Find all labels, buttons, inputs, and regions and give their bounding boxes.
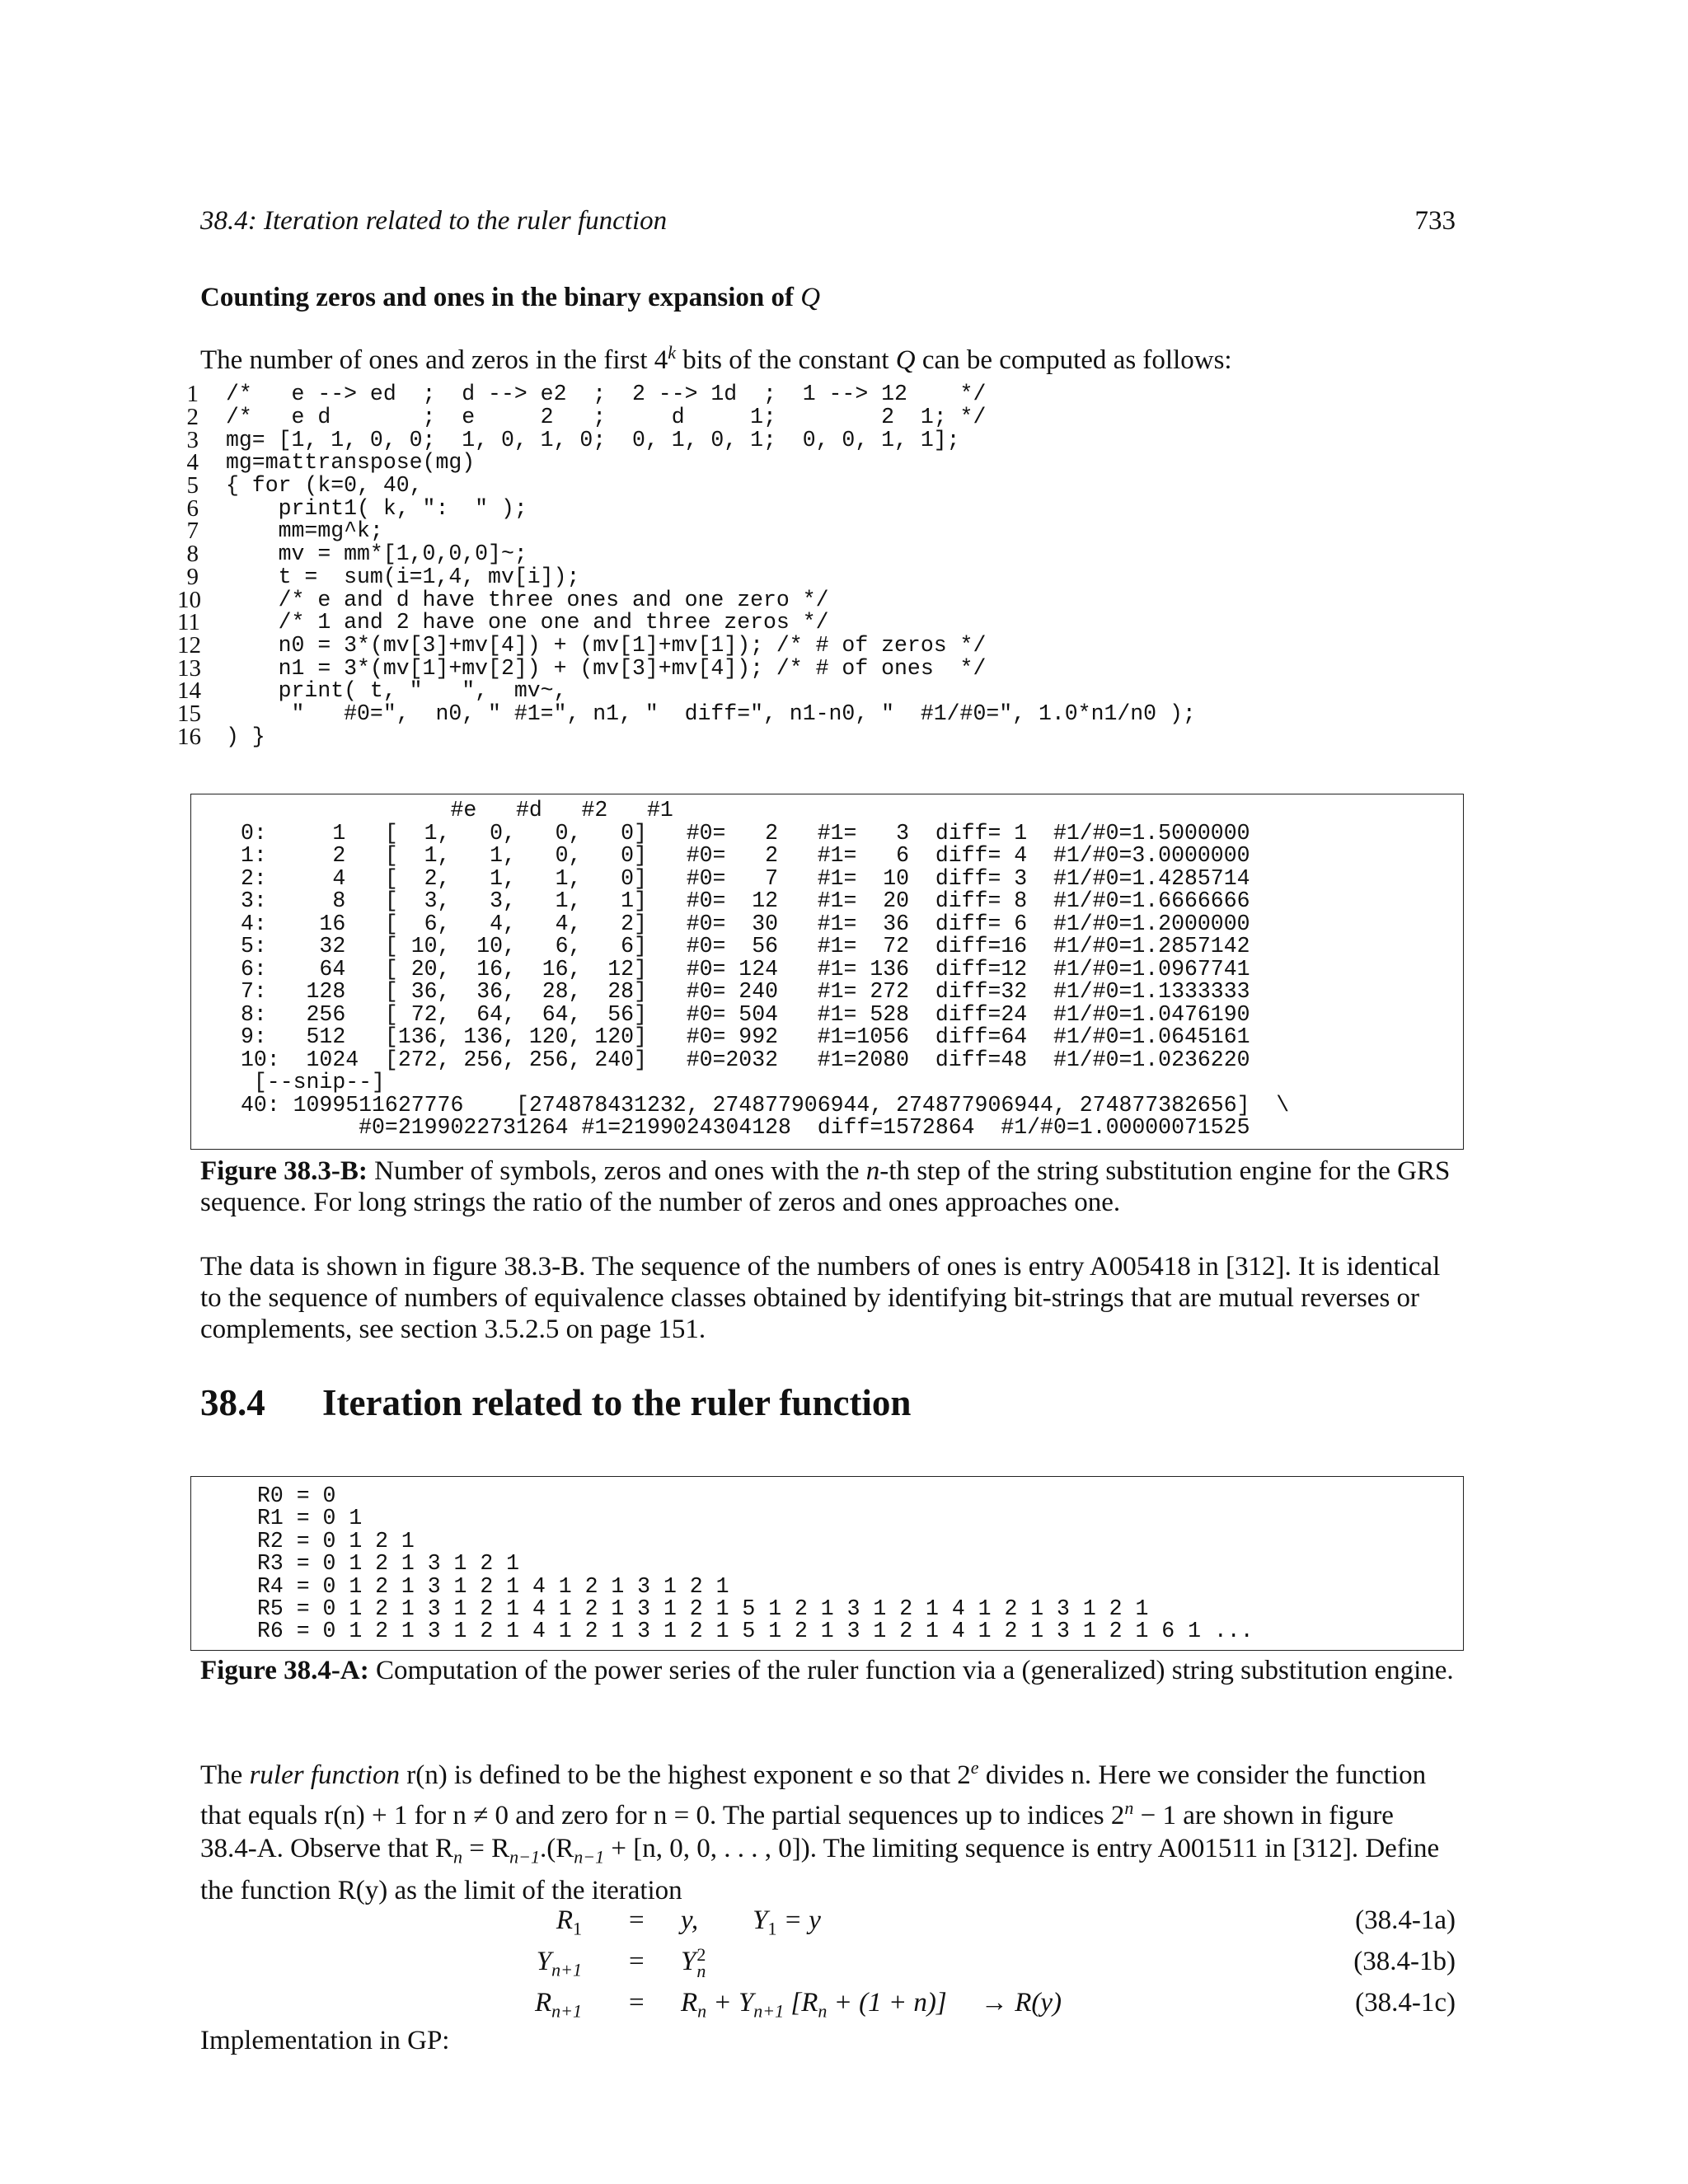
section-number: 38.4 — [200, 1382, 265, 1423]
eq3-rel: = — [629, 1988, 645, 2018]
eq1-rhs-tail: = y — [776, 1905, 821, 1935]
eq1-rhs-sub: 1 — [767, 1918, 777, 1939]
line-number: 6 — [186, 494, 199, 522]
code-text: mg= [1, 1, 0, 0; 1, 0, 1, 0; 0, 1, 0, 1; 0, 0, 1, 1]; — [226, 427, 960, 452]
eq3-lhs: R — [534, 1988, 552, 2018]
subsection-heading-text: Counting zeros and ones in the binary expansion of — [200, 283, 801, 312]
caption-var: n — [865, 1156, 880, 1186]
intro-text-3: can be computed as follows: — [915, 345, 1232, 375]
eq3-rhs-sub: n — [697, 2000, 707, 2022]
code-line — [177, 426, 1496, 453]
code-text: t = sum(i=1,4, mv[i]); — [226, 564, 580, 589]
intro-text-1: The number of ones and zeros in the first 4 — [200, 345, 668, 375]
code-text: /* e d ; e 2 ; d 1; 2 1; */ — [226, 405, 987, 430]
code-line — [177, 609, 1496, 636]
code-line — [177, 449, 1496, 476]
para3-sub-nm1-b: n−1 — [574, 1846, 605, 1868]
eq2-lhs: Y — [536, 1947, 552, 1976]
eq1-rhs: y, Y — [681, 1905, 768, 1935]
section-heading — [200, 1381, 911, 1424]
eq2-rhs-sub: n — [696, 1961, 706, 1982]
code-line — [177, 654, 1496, 682]
code-line — [177, 472, 1496, 499]
code-line — [177, 383, 1496, 406]
code-text: print1( k, ": " ); — [226, 495, 528, 521]
line-number: 7 — [186, 518, 199, 545]
line-number: 9 — [186, 563, 199, 590]
output-box-grs — [190, 794, 1464, 1150]
para3-text-3: divides n. Here we consider the function that equals r(n) + 1 for n ≠ 0 and zero for n = 0. The partial sequences up to indices 2 — [200, 1760, 1427, 1830]
code-line — [177, 631, 1496, 658]
eq1-lhs-sub: 1 — [573, 1918, 582, 1939]
intro-paragraph — [200, 334, 1456, 379]
subsection-heading-var: Q — [800, 283, 821, 312]
eq2-lhs-sub: n+1 — [551, 1959, 582, 1980]
para3-sup-n: n — [1124, 1797, 1134, 1818]
eq3-rhs: R — [681, 1988, 698, 2018]
output-text-grs: #e #d #2 #1 0: 1 [ 1, 0, 0, 0] #0= 2 #1= 3 diff= 1 #1/#0=1.5000000 1: 2 [ 1, 1, 0, 0] #0= 2 #1= 6 diff= 4 #1/#0=3.0000000 2: 4 [ 2, 1, 1, 0] #0= 7 #1= 10 diff= 3 #1/#0=1.4285714 3: 8 [ 3, 3, 1, 1] #0= 12 #1= 20 diff= 8 #1/#0=1.6666666 4: 16 [ 6, 4, 4, 2] #0= 30 #1= 36 diff= 6 #1/#0=1.2000000 5: 32 [ 10, 10, 6, 6] #0= 56 #1= 72 diff=16 #1/#0=1.2857142 6: 64 [ 20, 16, 16, 12] #0= 124 #1= 136 diff=12 #1/#0=1.0967741 7: 128 [ 36, 36, 28, 28] #0= 240 #1= 272 diff=32 #1/#0=1.1333333 8: 256 [ 72, 64, 64, 56] #0= 504 #1= 528 diff=24 #1/#0=1.0476190 9: 512 [136, 136, 120, 120] #0= 992 #1=1056 diff=64 #1/#0=1.0645161 10: 1024 [272, 256, 256, 240] #0=2032 #1=2080 diff=48 #1/#0=1.0236220 [--snip--] 40: 1099511627776 [274878431232, 274877906944, 274877906944, 274877382656] \ #0=2199022731264 #1=2199024304128 diff=1572864 #1/#0=1.00000071525 — [241, 798, 1290, 1140]
code-listing — [177, 383, 1496, 748]
caption-text-a: Number of symbols, zeros and ones with the — [367, 1156, 866, 1186]
intro-sup: k — [668, 342, 677, 363]
figure-caption-38-4-a — [200, 1655, 1456, 1686]
para3-text-5: = R — [462, 1834, 510, 1863]
code-line — [177, 543, 1496, 566]
running-head-title: 38.4: Iteration related to the ruler function — [200, 206, 668, 236]
code-text: " #0=", n0, " #1=", n1, " diff=", n1-n0, " #1/#0=", 1.0*n1/n0 ); — [226, 701, 1196, 726]
output-box-ruler — [190, 1476, 1464, 1651]
eq3-rhs-end: + (1 + n)] → R(y) — [827, 1988, 1062, 2018]
line-number: 3 — [186, 426, 199, 453]
equation-38-4-1b — [200, 1944, 1456, 1988]
code-text: ) } — [226, 724, 265, 749]
code-text: mv = mm*[1,0,0,0]~; — [226, 541, 528, 567]
eq3-rhs-mid: + Y — [706, 1988, 754, 2018]
code-line — [177, 563, 1496, 590]
eq3-tag: (38.4-1c) — [1355, 1988, 1456, 2018]
code-text: mm=mg^k; — [226, 518, 383, 544]
intro-text-2: bits of the constant — [676, 345, 896, 375]
code-text: n1 = 3*(mv[1]+mv[2]) + (mv[3]+mv[4]); /* # of ones */ — [226, 655, 987, 681]
eq2-rhs-sup: 2 — [696, 1944, 706, 1966]
implementation-label: Implementation in GP: — [200, 2026, 450, 2055]
paragraph-data-shown: The data is shown in figure 38.3-B. The sequence of the numbers of ones is entry A005418 in [312]. It is identical to the sequence of numbers of equivalence classes obtained by identifying bit-strings that are mutual reverses or complements, see section 3.5.2.5 on page 151. — [200, 1252, 1441, 1344]
eq1-tag: (38.4-1a) — [1355, 1905, 1456, 1935]
eq2-rhs: Y — [681, 1947, 696, 1976]
code-text: /* e and d have three ones and one zero */ — [226, 587, 829, 612]
line-number: 8 — [186, 541, 199, 568]
para3-text-7: + [n, 0, 0, . . . , 0]). The limiting sequence is entry A001511 in [312]. Define the function R(y) as the limit of the iteration — [200, 1834, 1440, 1905]
subsection-heading — [200, 283, 820, 313]
eq2-tag: (38.4-1b) — [1353, 1947, 1456, 1976]
line-number: 15 — [177, 700, 201, 727]
para3-sup-e: e — [970, 1757, 979, 1778]
code-text: { for (k=0, 40, — [226, 473, 423, 499]
para3-text-1: The — [200, 1760, 250, 1790]
para3-text-6: .(R — [540, 1834, 574, 1863]
line-number: 1 — [186, 381, 199, 408]
running-head — [200, 206, 1456, 244]
line-number: 13 — [177, 654, 201, 682]
code-line — [177, 588, 1496, 612]
intro-var: Q — [895, 345, 916, 375]
equation-38-4-1a — [200, 1905, 1456, 1947]
eq1-lhs: R — [556, 1905, 573, 1935]
line-number: 11 — [177, 609, 200, 636]
code-text: /* 1 and 2 have one one and three zeros */ — [226, 610, 829, 635]
line-number: 10 — [177, 586, 201, 613]
line-number: 5 — [186, 472, 199, 499]
code-line — [177, 677, 1496, 705]
code-line — [177, 520, 1496, 543]
section-title: Iteration related to the ruler function — [322, 1382, 912, 1423]
eq1-rel: = — [629, 1905, 645, 1935]
eq3-rhs-sub2: n+1 — [753, 2000, 785, 2022]
caption-text-b: -th step of the string substitution engine for the GRS sequence. For long strings the ratio of the number of zeros and ones approaches one. — [200, 1156, 1451, 1217]
para3-term: ruler function — [249, 1760, 400, 1790]
equation-38-4-1c — [200, 1988, 1456, 2029]
line-number: 16 — [177, 723, 201, 750]
eq3-rhs-tail: [R — [784, 1988, 818, 2018]
output-text-ruler: R0 = 0 R1 = 0 1 R2 = 0 1 2 1 R3 = 0 1 2 1 3 1 2 1 R4 = 0 1 2 1 3 1 2 1 4 1 2 1 3 1 2 1 R5 = 0 1 2 1 3 1 2 1 4 1 2 1 3 1 2 1 5 1 2 1 3 1 2 1 4 1 2 1 3 1 2 1 R6 = 0 1 2 1 3 1 2 1 4 1 2 1 3 1 2 1 5 1 2 1 3 1 2 1 4 1 2 1 3 1 2 1 6 1 ... — [257, 1483, 1254, 1644]
page-number: 733 — [1414, 206, 1456, 236]
eq3-rhs-sub3: n — [818, 2000, 828, 2022]
para3-sub-n: n — [453, 1846, 463, 1868]
code-line — [177, 494, 1496, 522]
code-line — [177, 700, 1496, 727]
code-text: mg=mattranspose(mg) — [226, 450, 476, 476]
para3-text-2: r(n) is defined to be the highest exponent e so that 2 — [399, 1760, 971, 1790]
line-number: 14 — [177, 677, 201, 705]
line-number: 4 — [186, 449, 199, 476]
figure-caption-38-3-b — [200, 1155, 1456, 1218]
caption-text: Computation of the power series of the ruler function via a (generalized) string substitution engine. — [368, 1656, 1454, 1685]
line-number: 12 — [177, 631, 201, 658]
code-text: n0 = 3*(mv[3]+mv[4]) + (mv[1]+mv[1]); /* # of zeros */ — [226, 632, 987, 658]
code-line — [177, 406, 1496, 429]
code-text: print( t, " ", mv~, — [226, 678, 567, 704]
line-number: 2 — [186, 404, 199, 431]
para3-text-4: − 1 are shown in figure 38.4-A. Observe that R — [200, 1801, 1394, 1863]
eq2-rel: = — [629, 1947, 645, 1976]
para3-sub-nm1-a: n−1 — [509, 1846, 541, 1868]
caption-label: Figure 38.4-A: — [200, 1656, 369, 1685]
code-text: /* e --> ed ; d --> e2 ; 2 --> 1d ; 1 --> 12 */ — [226, 382, 987, 407]
paragraph-ruler-definition — [200, 1751, 1456, 1907]
code-line — [177, 725, 1496, 748]
caption-label: Figure 38.3-B: — [200, 1156, 368, 1186]
eq3-lhs-sub: n+1 — [551, 2000, 582, 2022]
